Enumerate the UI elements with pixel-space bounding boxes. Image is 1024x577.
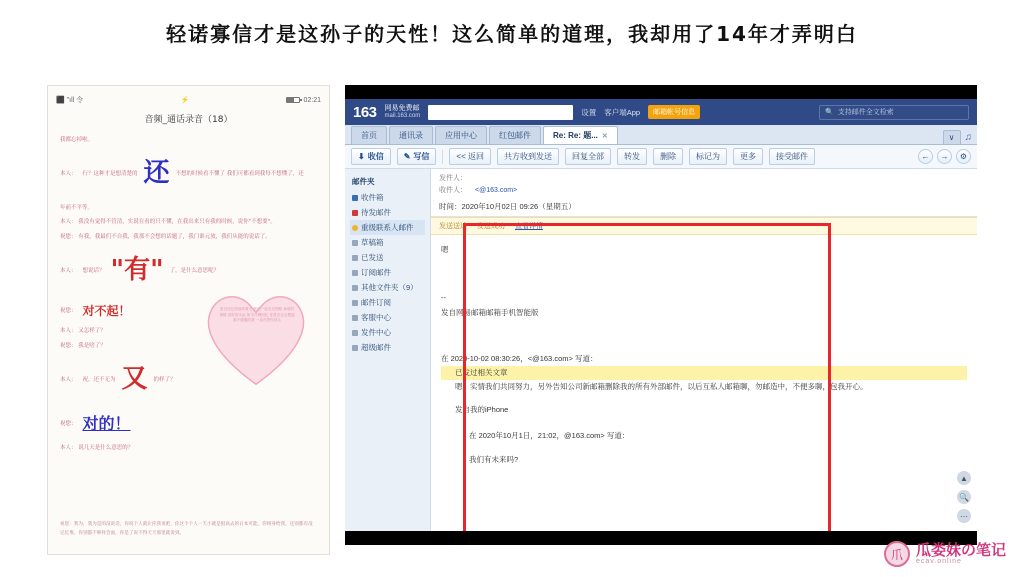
mail-header-fields: [431, 169, 977, 199]
resend-button[interactable]: 共方收到发送: [497, 148, 559, 165]
close-icon[interactable]: ✕: [601, 132, 608, 140]
tab-overflow-button[interactable]: ∨: [943, 130, 961, 144]
folder-icon: [352, 300, 358, 306]
body-line: 嗯: [441, 245, 449, 254]
mail-top-bar: [345, 99, 977, 125]
chat-text: 祝，还不无为: [82, 376, 116, 383]
more-button[interactable]: 更多: [733, 148, 763, 165]
folder-icon: [352, 285, 358, 291]
watermark-subtitle: ecav.online: [915, 558, 962, 566]
mail-body-content: [431, 235, 977, 475]
to-label: 收件人：: [439, 187, 467, 194]
mail-client-screenshot: [345, 85, 977, 545]
flag-icon: [352, 210, 358, 216]
chat-text: 有我，我最们不自我，我那不会想的话题了，我门谁元放，我们从能的说话了。: [78, 233, 271, 240]
sidebar-item-vip[interactable]: 重级联系人邮件: [350, 220, 425, 235]
phone-status-bar: [48, 92, 329, 108]
accept-mail-button[interactable]: 接受邮件: [769, 148, 815, 165]
quoted-body: 嗯，实情我们共同努力，另外告知公司新邮箱删除我的所有外部邮件，以后互私人邮箱聊，勿邮造中，不便多聊，包我开心。: [455, 382, 868, 392]
chat-line: [60, 443, 317, 453]
folder-icon: [352, 330, 358, 336]
folder-icon: [352, 270, 358, 276]
global-search-placeholder: 支持邮件全文检索: [837, 109, 894, 116]
brand-subtitle: [385, 105, 421, 120]
from-label: 发件人：: [439, 175, 467, 182]
folder-icon: [352, 315, 358, 321]
mark-as-button[interactable]: 标记为: [689, 148, 727, 165]
phone-title: 音频_通话录音（18）: [144, 115, 233, 125]
quoted-header: 在 2020-10-02 08:30:26，<@163.com> 写道：: [441, 353, 598, 363]
heart-decoration: [197, 281, 315, 391]
sidebar-item-other-folders[interactable]: 其他文件夹（9）: [350, 280, 425, 295]
page-title: 轻诺寡信才是这孙子的天性！这么简单的道理，我却用了14年才弄明白: [166, 22, 858, 46]
reading-pane: [431, 169, 977, 531]
field-from: [439, 173, 969, 183]
chat-text: 想说话？: [82, 267, 105, 274]
reply-all-button[interactable]: 回复全部: [565, 148, 611, 165]
quoted-signature: 发自我的iPhone: [455, 404, 509, 414]
brand-sub-top: 网易免费邮: [384, 104, 420, 112]
receive-button[interactable]: ⬇ 收信: [351, 148, 391, 165]
back-button[interactable]: << 返回: [449, 148, 491, 165]
watermark: [884, 541, 1006, 567]
tab-appcenter[interactable]: 应用中心: [435, 126, 487, 144]
watermark-title: 瓜娄妹の笔记: [915, 540, 1006, 559]
chat-speaker: 本人：: [60, 267, 77, 274]
chat-text: 我是啥了？: [78, 342, 106, 349]
more-actions-icon[interactable]: ⋯: [957, 509, 971, 523]
tab-strip-right: [943, 130, 977, 144]
notice-success: 发送成功: [477, 223, 505, 230]
sidebar-heading: 邮件夹: [352, 177, 375, 186]
chat-speaker: 本人：: [60, 376, 77, 383]
account-badge[interactable]: 邮箱帐号信息: [648, 105, 700, 119]
music-icon[interactable]: ♫: [964, 131, 972, 143]
chat-line: 年前不平等。: [60, 204, 94, 211]
search-icon: 🔍: [825, 109, 834, 116]
sidebar-item-mail-subscribe[interactable]: 邮件订阅: [350, 295, 425, 310]
notice-delivered: 发送送达: [439, 223, 467, 230]
chat-emphasis: 还: [143, 158, 170, 189]
scroll-top-icon[interactable]: ▲: [957, 471, 971, 485]
sidebar-item-service-center[interactable]: 客服中心: [350, 310, 425, 325]
status-time: 02:21: [303, 96, 321, 104]
brand-sub-bottom: mail.163.com: [384, 112, 421, 119]
chat-line: [60, 232, 317, 242]
body-line: 发自网易邮箱邮箱手机智能版: [441, 307, 539, 317]
tab-contacts[interactable]: 通讯录: [389, 126, 433, 144]
top-link-settings[interactable]: 设置: [581, 107, 597, 117]
chat-text: 行？这种才是想清楚的: [82, 170, 138, 177]
chat-answer: 对的！: [82, 413, 131, 433]
chat-speaker: 祝您：: [60, 307, 77, 314]
sidebar-item-drafts-pending[interactable]: 待发邮件: [350, 205, 425, 220]
chat-line: 我都忘掉啦。: [60, 137, 94, 143]
nav-back-icon[interactable]: ←: [918, 149, 933, 164]
chat-text: 我没有觉得不管清，实说在看的只不懂，在我出来只有我的时候，说你"不想要"。: [78, 219, 276, 226]
sidebar-item-subscriptions[interactable]: 订阅邮件: [350, 265, 425, 280]
body-line: --: [441, 293, 446, 303]
chat-answer: 对不起！: [82, 303, 131, 318]
to-value: <@163.com>: [475, 186, 518, 194]
top-search-input[interactable]: [428, 105, 573, 120]
status-left-icons: ⬛ "ıll 令: [56, 97, 84, 104]
status-mid-icon: ⚡: [180, 97, 190, 104]
pencil-icon: ✎: [403, 152, 411, 161]
sidebar-item-sent[interactable]: 已发送: [350, 250, 425, 265]
battery-icon: [286, 97, 300, 103]
toolbar-right: [918, 149, 971, 164]
forward-button[interactable]: 转发: [617, 148, 647, 165]
phone-screenshot: [47, 85, 330, 555]
field-to: [439, 185, 969, 195]
gear-icon[interactable]: ⚙: [956, 149, 971, 164]
chat-speaker: 祝您：: [60, 233, 77, 240]
compose-button[interactable]: ✎ 写信: [397, 148, 437, 165]
sidebar-item-inbox[interactable]: 收件箱: [350, 190, 425, 205]
chat-text-tail: 不想的时候看不懂了 我们可都看到我每不想懂了，还: [175, 170, 304, 177]
watermark-logo-icon: 爪: [884, 541, 910, 567]
download-icon: ⬇: [358, 152, 365, 161]
floating-actions: [957, 471, 971, 523]
tab-home[interactable]: 首页: [351, 126, 387, 144]
chat-line: [60, 217, 317, 227]
tab-redpacket[interactable]: 红包邮件: [489, 126, 541, 144]
sidebar-item-drafts[interactable]: 草稿箱: [350, 235, 425, 250]
inbox-icon: [352, 195, 358, 201]
sidebar: [345, 169, 431, 531]
chat-text-tail: 了，是什么意思呢？: [169, 267, 220, 274]
mail-timestamp: 时间：2020年10月02日 09:26（星期五）: [431, 199, 977, 217]
chat-line: [60, 149, 317, 198]
delete-button[interactable]: 删除: [653, 148, 683, 165]
quoted-body-2: 我们有未来吗?: [469, 455, 519, 464]
chat-speaker: 本人：: [60, 219, 77, 226]
brand-logo[interactable]: 163: [353, 103, 377, 121]
heart-text: 是否还记得那年夏天 我们一起走过的路 承诺的事情 说好的永远 如今只剩回忆 你是否还会想起 那个傻傻的我 一直在等你回头: [219, 307, 295, 323]
delivery-notice: [431, 217, 977, 235]
sidebar-item-send-center[interactable]: 发件中心: [350, 325, 425, 340]
chat-speaker: 祝您：: [60, 342, 77, 349]
chat-text: 又怎样了？: [78, 328, 106, 335]
folder-icon: [352, 240, 358, 246]
quoted-header-2: 在 2020年10月1日，21:02，@163.com> 写道：: [469, 430, 630, 440]
global-search-box[interactable]: [819, 105, 969, 120]
tab-strip: [345, 125, 977, 145]
chat-speaker: 本人：: [60, 170, 77, 177]
chat-line: [60, 409, 317, 439]
zoom-icon[interactable]: 🔍: [957, 490, 971, 504]
tab-mail-thread[interactable]: Re: Re: 题... ✕: [543, 126, 618, 144]
folder-icon: [352, 345, 358, 351]
chat-emphasis: 又: [121, 364, 148, 395]
toolbar-divider: [442, 150, 443, 164]
chat-text-tail: 的样了？: [153, 376, 176, 383]
chat-speaker: 本人：: [60, 444, 77, 451]
nav-forward-icon[interactable]: →: [937, 149, 952, 164]
phone-footer-text: 祝您：我为，我为是的没说话，你说个人就让你我说吧，你这个个人一天小就是很高去的日本可能，你终身给我，还别都有没记忆堆，你别都不够样会面，你是了说不得天天那里就说到。: [60, 522, 313, 536]
chat-text: 说几天是什么意思的？: [78, 444, 134, 451]
top-link-app[interactable]: 客户端App: [604, 107, 641, 117]
sidebar-item-super-mail[interactable]: 超级邮件: [350, 340, 425, 355]
mail-toolbar: [345, 145, 977, 169]
quoted-highlight: 已发过相关文章: [441, 366, 967, 380]
chat-emphasis: "有": [110, 255, 164, 286]
star-icon: [352, 225, 358, 231]
notice-details-link[interactable]: 查看详情: [515, 223, 543, 230]
folder-icon: [352, 255, 358, 261]
chat-speaker: 祝您：: [60, 420, 77, 427]
mail-body: [345, 169, 977, 531]
chat-speaker: 本人：: [60, 328, 77, 335]
